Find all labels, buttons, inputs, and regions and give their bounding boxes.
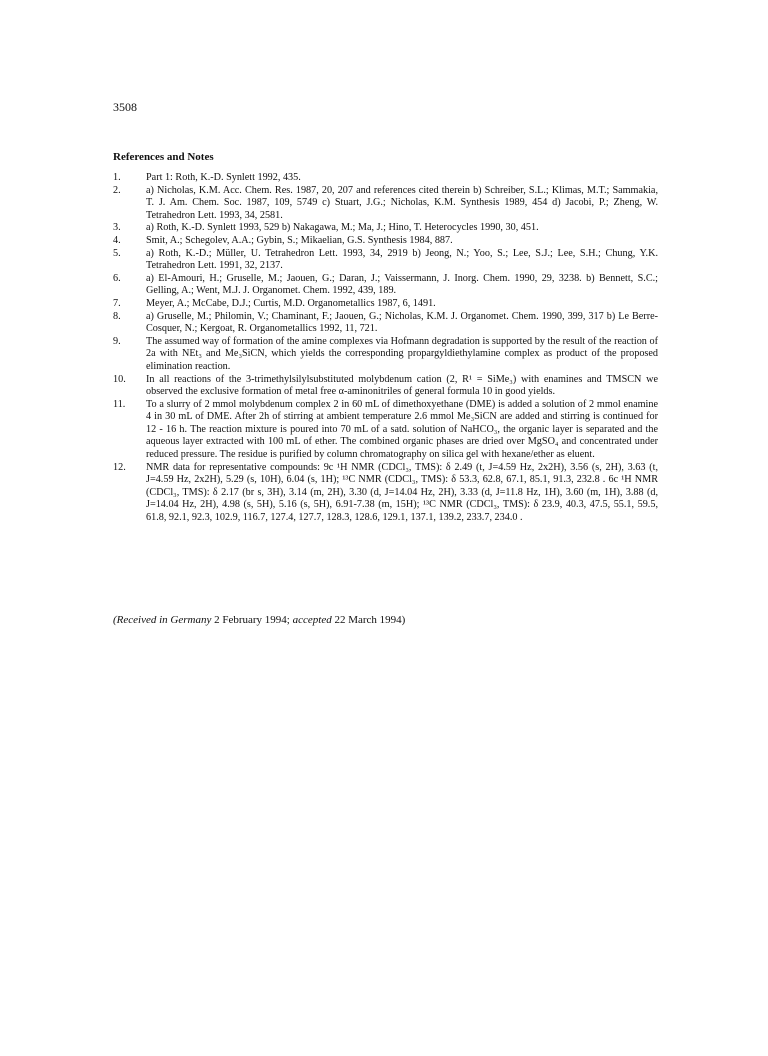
accepted-date: 22 March 1994) xyxy=(331,614,406,626)
reference-text: Meyer, A.; McCabe, D.J.; Curtis, M.D. Organometallics 1987, 6, 1491. xyxy=(146,297,436,309)
received-date: 2 February 1994; xyxy=(211,614,293,626)
reference-number: 7. xyxy=(113,297,121,309)
reference-number: 12. xyxy=(113,461,126,473)
reference-item xyxy=(113,298,658,311)
reference-item xyxy=(113,235,658,248)
section-heading: References and Notes xyxy=(113,151,214,163)
received-line xyxy=(113,614,405,626)
reference-text: a) Roth, K.-D. Synlett 1993, 529 b) Nakagawa, M.; Ma, J.; Hino, T. Heterocycles 1990, 30, 451. xyxy=(146,222,539,234)
reference-item xyxy=(113,374,658,399)
reference-text: Part 1: Roth, K.-D. Synlett 1992, 435. xyxy=(146,172,301,183)
reference-text: To a slurry of 2 mmol molybdenum complex 2 in 60 mL of dimethoxyethane (DME) is added a solution of 2 mmol enamine 4 in 30 mL of DME. After 2h of stirring at ambient temperature 2.6 mmol Me₃SiCN are added and stirring is continued for 12 - 16 h. The reaction mixture is poured into 70 mL of a satd. solution of NaHCO₃, the organic layer is separated and the aqueous layer extracted with 100 mL of ether. The combined organic phases are dried over MgSO₄ and concentrated under reduced pressure. The residue is purified by column chromatography on silica gel with hexane/ether as eluent. xyxy=(146,398,658,461)
accepted-label: accepted xyxy=(292,614,332,626)
reference-number: 8. xyxy=(113,310,121,322)
reference-item xyxy=(113,336,658,374)
reference-text: The assumed way of formation of the amine complexes via Hofmann degradation is supported by the result of the reaction of 2a with NEt₃ and Me₃SiCN, which yields the corresponding propargyldiethylamine complex as product of the proposed elimination reaction. xyxy=(146,335,658,372)
reference-item xyxy=(113,399,658,462)
received-prefix: (Received in Germany xyxy=(113,614,212,626)
reference-item xyxy=(113,311,658,336)
reference-number: 10. xyxy=(113,373,126,385)
reference-number: 3. xyxy=(113,222,121,234)
reference-item xyxy=(113,222,658,235)
reference-text: In all reactions of the 3-trimethylsilylsubstituted molybdenum cation (2, R¹ = SiMe₃) with enamines and TMSCN we observed the exclusive formation of metal free α-aminonitriles of general formula 10 in good yields. xyxy=(146,373,658,398)
reference-item xyxy=(113,248,658,273)
reference-text: NMR data for representative compounds: 9c ¹H NMR (CDCl₃, TMS): δ 2.49 (t, J=4.59 Hz, 2x2H), 3.56 (s, 2H), 3.63 (t, J=4.59 Hz, 2x2H), 5.29 (s, 10H), 6.04 (s, 1H); ¹³C NMR (CDCl₃, TMS): δ 53.3, 62.8, 67.1, 85.1, 91.3, 232.8 . 6c ¹H NMR (CDCl₃, TMS): δ 2.17 (br s, 3H), 3.14 (m, 2H), 3.30 (d, J=14.04 Hz, 2H), 3.33 (d, J=11.8 Hz, 1H), 3.60 (m, 1H), 3.88 (d, J=14.04 Hz, 2H), 4.98 (s, 5H), 5.16 (s, 5H), 6.91-7.38 (m, 15H); ¹³C NMR (CDCl₃, TMS): δ 23.9, 40.3, 47.5, 55.1, 59.5, 61.8, 92.1, 92.3, 102.9, 116.7, 127.4, 127.7, 128.3, 128.6, 129.1, 137.1, 139.2, 233.7, 234.0 . xyxy=(146,461,658,524)
reference-number: 4. xyxy=(113,234,121,246)
reference-text: a) Gruselle, M.; Philomin, V.; Chaminant, F.; Jaouen, G.; Nicholas, K.M. J. Organomet. Chem. 1990, 399, 317 b) Le Berre-Cosquer, N.; Kergoat, R. Organometallics 1992, 11, 721. xyxy=(146,310,658,335)
reference-number: 2. xyxy=(113,184,121,196)
reference-item xyxy=(113,185,658,223)
reference-text: Smit, A.; Schegolev, A.A.; Gybin, S.; Mikaelian, G.S. Synthesis 1984, 887. xyxy=(146,234,453,246)
reference-list xyxy=(113,172,658,525)
reference-item xyxy=(113,273,658,298)
reference-text: a) El-Amouri, H.; Gruselle, M.; Jaouen, G.; Daran, J.; Vaissermann, J. Inorg. Chem. 1990, 29, 3238. b) Bennett, S.C.; Gelling, A.; Went, M.J. J. Organomet. Chem. 1992, 439, 189. xyxy=(146,272,658,297)
reference-number: 9. xyxy=(113,335,121,347)
reference-number: 11. xyxy=(113,398,126,410)
reference-text: a) Nicholas, K.M. Acc. Chem. Res. 1987, 20, 207 and references cited therein b) Schreiber, S.L.; Klimas, M.T.; Sammakia, T. J. Am. Chem. Soc. 1987, 109, 5749 c) Stuart, J.G.; Nicholas, K.M. Synthesis 1989, 454 d) Jacobi, P.; Zheng, W. Tetrahedron Lett. 1993, 34, 2581. xyxy=(146,184,658,221)
reference-number: 5. xyxy=(113,247,121,259)
page-number: 3508 xyxy=(113,100,137,114)
reference-item xyxy=(113,172,658,185)
reference-text: a) Roth, K.-D.; Müller, U. Tetrahedron Lett. 1993, 34, 2919 b) Jeong, N.; Yoo, S.; Lee, S.J.; Lee, S.H.; Chung, Y.K. Tetrahedron Lett. 1991, 32, 2137. xyxy=(146,247,658,272)
reference-item xyxy=(113,462,658,525)
reference-number: 1. xyxy=(113,172,121,183)
reference-number: 6. xyxy=(113,272,121,284)
